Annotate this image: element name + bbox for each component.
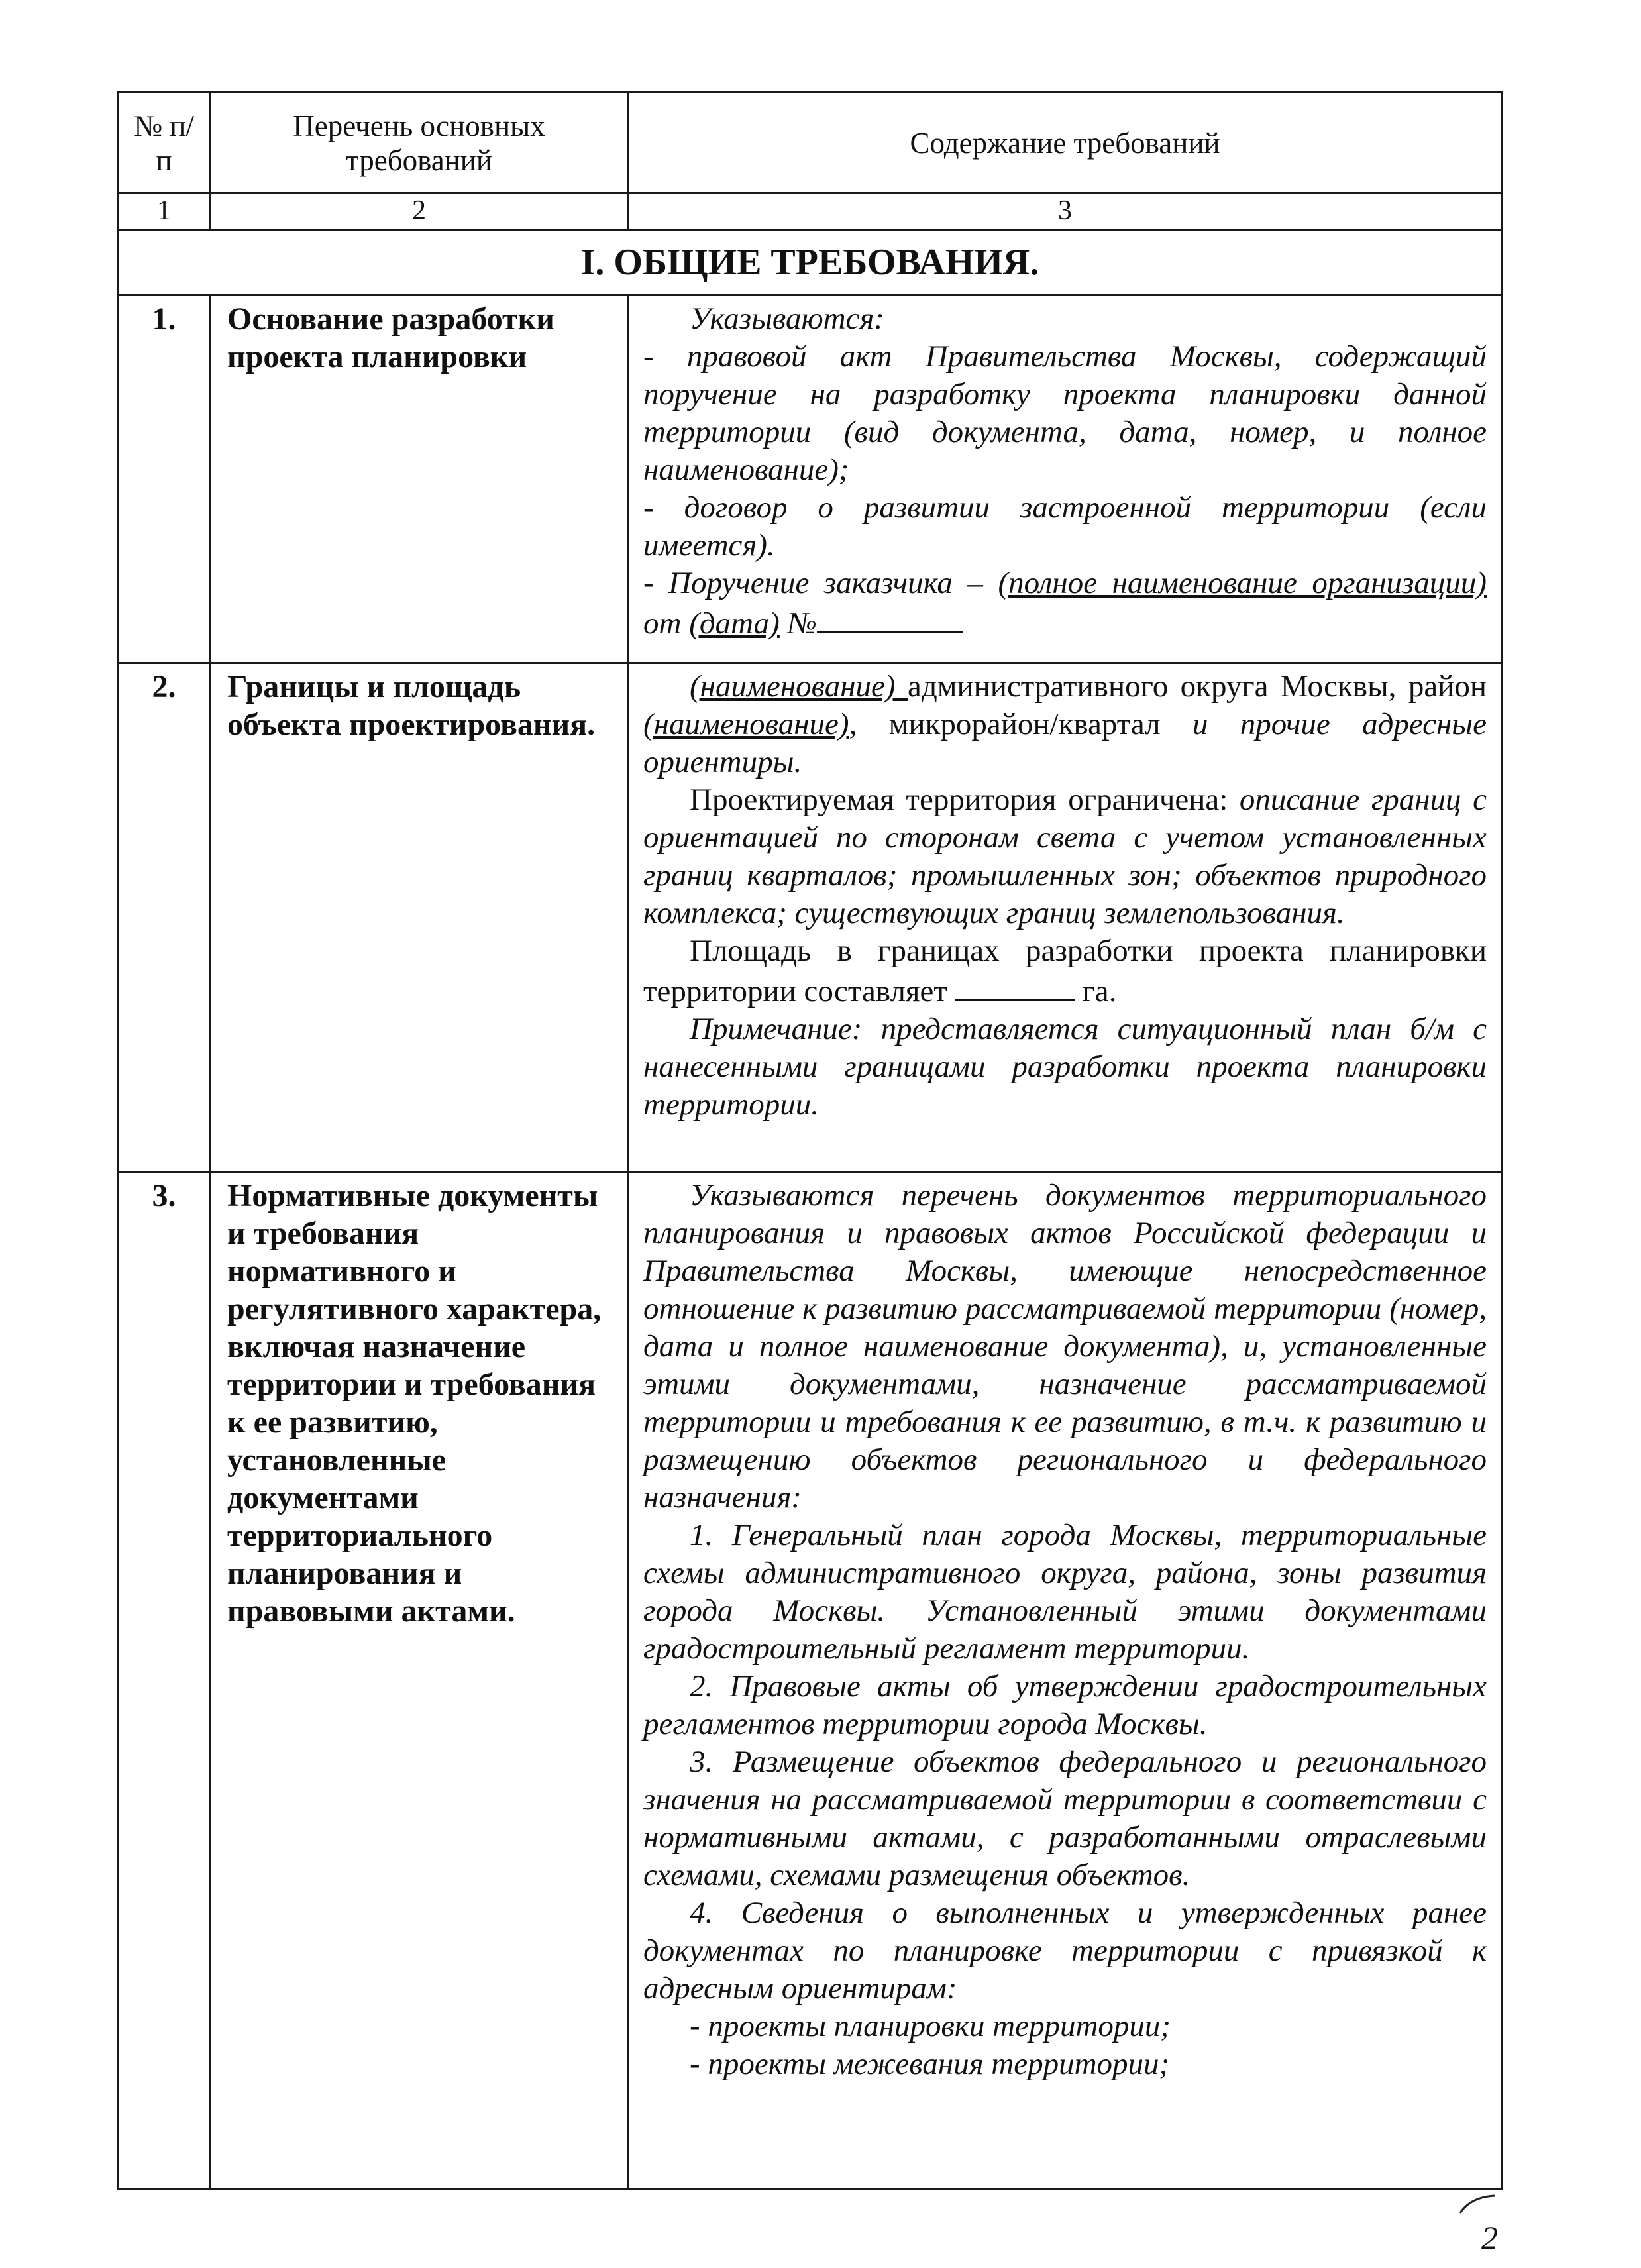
table-row — [118, 296, 1503, 663]
page-number: 2 — [1481, 2219, 1498, 2256]
column-number-3: 3 — [628, 193, 1503, 230]
content-paragraph: 4. Сведения о выполненных и утвержденных ранее документах по планировке территории с привязкой к адресным ориентирам: — [643, 1896, 1487, 2006]
content-paragraph — [643, 565, 1487, 643]
content-text: Проектируемая территория ограничена: — [690, 783, 1240, 817]
pen-mark-icon — [1457, 2193, 1497, 2216]
content-text: (наименование) — [643, 707, 849, 741]
content-text: и прочие адресные ориентиры. — [643, 707, 1487, 779]
row-number: 2. — [118, 663, 211, 1172]
content-paragraph — [643, 781, 1487, 932]
column-number-row — [118, 193, 1503, 230]
section-title: I. ОБЩИЕ ТРЕБОВАНИЯ. — [118, 230, 1503, 296]
row-number: 3. — [118, 1172, 211, 2189]
content-paragraph: 2. Правовые акты об утверждении градостроительных регламентов территории города Москвы. — [643, 1669, 1487, 1741]
requirements-table — [117, 91, 1503, 2190]
row-title: Нормативные документы и требования нормативного и регулятивного характера, включая назначение территории и требования к ее развитию, установленные документами территориального планирования и правовыми актами. — [211, 1172, 628, 2189]
content-paragraph: Указываются перечень документов территориального планирования и правовых актов Российской федерации и Правительства Москвы, имеющие непосредственное отношение к развитию рассматриваемой территории (номер, дата и полное наименование документа), и, установленные этими документами, назначение рассматриваемой территории и требования к ее развитию, в т.ч. к развитию и размещению объектов регионального и федерального назначения: — [643, 1178, 1487, 1515]
content-text: (полное наименование организации) — [998, 566, 1487, 600]
column-number-1: 1 — [118, 193, 211, 230]
row-content — [628, 1172, 1503, 2189]
content-text: Площадь в границах разработки проекта планировки территории составляет — [643, 934, 1487, 1008]
header-number: № п/п — [118, 93, 211, 193]
table-row — [118, 663, 1503, 1172]
content-paragraph: - правовой акт Правительства Москвы, содержащий поручение на разработку проекта планировки данной территории (вид документа, дата, номер, и полное наименование); — [643, 339, 1487, 487]
content-paragraph: - проекты планировки территории; — [690, 2009, 1171, 2043]
header-requirements-content: Содержание требований — [628, 93, 1503, 193]
column-number-2: 2 — [211, 193, 628, 230]
row-content — [628, 663, 1503, 1172]
content-paragraph: - договор о развитии застроенной территории (если имеется). — [643, 490, 1487, 563]
row-number: 1. — [118, 296, 211, 663]
content-text: № — [779, 606, 817, 641]
content-paragraph: Указываются: — [690, 301, 884, 336]
content-text: (наименование) — [690, 669, 908, 704]
content-text: - Поручение заказчика – — [643, 566, 998, 600]
content-text: описание границ с ориентацией по сторонам света с учетом установленных границ кварталов; промышленных зон; объектов природного комплекса; существующих границ землепользования. — [643, 783, 1487, 930]
row-content — [628, 296, 1503, 663]
header-requirements-list: Перечень основных требований — [211, 93, 628, 193]
content-paragraph: 3. Размещение объектов федерального и регионального значения на рассматриваемой территории в соответствии с нормативными актами, с разработанными отраслевыми схемами, схемами размещения объектов. — [643, 1745, 1487, 1892]
blank-line — [817, 602, 963, 633]
table-row — [118, 1172, 1503, 2189]
section-row — [118, 230, 1503, 296]
content-text: , микрорайон/квартал — [849, 707, 1192, 741]
content-paragraph: 1. Генеральный план города Москвы, территориальные схемы административного округа, района, зоны развития города Москвы. Установленный этими документами градостроительный регламент территории. — [643, 1518, 1487, 1666]
content-text: (дата) — [689, 606, 780, 641]
content-text: от — [643, 606, 690, 641]
header-row — [118, 93, 1503, 193]
row-title: Границы и площадь объекта проектирования. — [211, 663, 628, 1172]
row-title: Основание разработки проекта планировки — [211, 296, 628, 663]
blank-line — [955, 970, 1075, 1001]
content-paragraph — [643, 668, 1487, 781]
content-text: административного округа Москвы, район — [907, 669, 1487, 704]
content-paragraph: - проекты межевания территории; — [690, 2047, 1170, 2081]
content-text: га. — [1074, 974, 1117, 1008]
content-paragraph: Примечание: представляется ситуационный план б/м с нанесенными границами разработки проекта планировки территории. — [643, 1012, 1487, 1122]
content-paragraph — [643, 932, 1487, 1010]
